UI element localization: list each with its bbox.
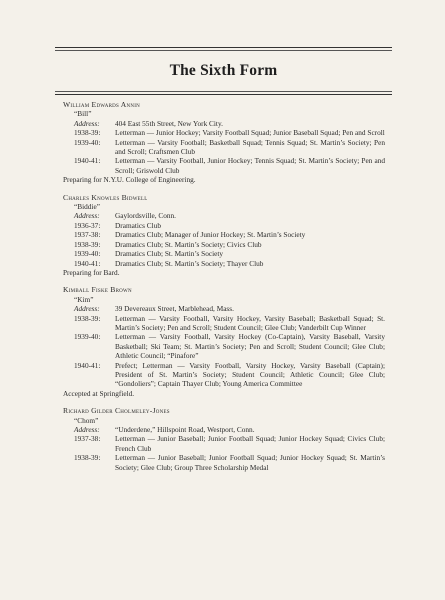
- row-text: 404 East 55th Street, New York City.: [115, 118, 223, 128]
- row-text: “Underdene,” Hillspoint Road, Westport, Conn.: [115, 425, 255, 434]
- row-label: 1940-41:: [74, 258, 101, 268]
- entry-row: [63, 240, 385, 249]
- entry-row: [63, 314, 385, 333]
- entry-row: [63, 128, 385, 137]
- entry-row: [63, 434, 385, 453]
- row-label: 1938-39:: [74, 313, 101, 323]
- row-label: 1939-40:: [74, 332, 101, 342]
- row-label: 1938-39:: [74, 453, 101, 463]
- row-text: Dramatics Club; Manager of Junior Hockey; St. Martin’s Society: [115, 230, 306, 240]
- student-entry: [63, 406, 385, 472]
- row-text: Dramatics Club; St. Martin’s Society; Civics Club: [115, 239, 262, 249]
- entry-row: [63, 249, 385, 258]
- student-entries: [63, 100, 385, 472]
- row-label: Address:: [74, 304, 100, 314]
- student-entry: [63, 100, 385, 185]
- row-text: Prefect; Letterman — Varsity Football, Varsity Hockey, Varsity Baseball (Captain); President of St. Martin’s Society; Student Council; Athletic Council; Glee Club; “Gondoliers”; Captain Thayer Club; Young America Committee: [115, 360, 385, 389]
- entry-row: [63, 119, 385, 128]
- row-label: Address:: [74, 425, 100, 434]
- entry-row: [63, 156, 385, 175]
- entry-row: [63, 230, 385, 239]
- student-name: William Edwards Annin: [63, 100, 141, 109]
- row-label: 1940-41:: [74, 156, 101, 166]
- row-text: Dramatics Club; St. Martin’s Society: [115, 249, 224, 259]
- entry-note: Accepted at Springfield.: [63, 388, 135, 398]
- row-text: Gaylordsville, Conn.: [115, 211, 177, 221]
- entry-row: [63, 361, 385, 389]
- student-entry: [63, 193, 385, 278]
- entry-row: [63, 332, 385, 360]
- entry-note: Preparing for N.Y.U. College of Engineering.: [63, 175, 196, 185]
- row-text: Dramatics Club: [115, 220, 162, 230]
- row-label: 1937-38:: [74, 230, 101, 240]
- entry-note: Preparing for Bard.: [63, 267, 120, 277]
- student-nickname: “Chom”: [74, 415, 99, 425]
- student-nickname: “Bill”: [74, 109, 92, 119]
- entry-row: [63, 221, 385, 230]
- entry-row: [63, 211, 385, 220]
- entry-row: [63, 259, 385, 268]
- student-nickname: “Kim”: [74, 294, 94, 304]
- page-title: The Sixth Form: [169, 62, 278, 79]
- student-entry: [63, 285, 385, 398]
- student-nickname: “Biddie”: [74, 202, 100, 212]
- row-text: Letterman — Varsity Football, Varsity Hockey (Co-Captain), Varsity Baseball, Varsity Basketball; Ski Team; St. Martin’s Society; Pen and Scroll; Student Council; Glee Club; Athletic Council; “Pinafore”: [115, 332, 385, 361]
- row-label: Address:: [74, 118, 100, 128]
- student-name: Charles Knowles Bidwell: [63, 192, 148, 202]
- entry-row: [63, 138, 385, 157]
- row-label: 1936-37:: [74, 220, 101, 230]
- row-label: Address:: [74, 211, 100, 221]
- row-label: 1938-39:: [74, 239, 101, 249]
- student-name: Richard Gilder Cholmeley-Jones: [63, 406, 170, 416]
- entry-row: [63, 425, 385, 434]
- row-label: 1937-38:: [74, 434, 101, 444]
- row-text: Dramatics Club; St. Martin’s Society; Thayer Club: [115, 258, 264, 268]
- row-text: Letterman — Junior Baseball; Junior Football Squad; Junior Hockey Squad; St. Martin’s Society; Glee Club; Group Three Scholarship Medal: [115, 453, 385, 472]
- title-banner: [55, 47, 392, 95]
- entry-row: [63, 453, 385, 472]
- row-label: 1939-40:: [74, 137, 101, 147]
- student-name: Kimball Fiske Brown: [63, 285, 132, 295]
- row-text: Letterman — Varsity Football; Basketball Squad; Tennis Squad; St. Martin’s Society; Pen and Scroll; Craftsmen Club: [115, 137, 385, 157]
- row-text: Letterman — Varsity Football, Varsity Hockey, Varsity Baseball; Basketball Squad; St. Martin’s Society; Pen and Scroll; Student Council; Glee Club; Vanderbilt Cup Winner: [115, 313, 385, 332]
- row-label: 1940-41:: [74, 360, 101, 370]
- row-text: Letterman — Varsity Football, Junior Hockey; Tennis Squad; St. Martin’s Society; Pen and Scroll; Griswold Club: [115, 156, 385, 175]
- row-text: Letterman — Junior Baseball; Junior Football Squad; Junior Hockey Squad; Civics Club; French Club: [115, 434, 385, 453]
- row-label: 1939-40:: [74, 249, 101, 259]
- entry-row: [63, 304, 385, 313]
- row-label: 1938-39:: [74, 128, 101, 138]
- row-text: 39 Devereaux Street, Marblehead, Mass.: [115, 304, 234, 314]
- row-text: Letterman — Junior Hockey; Varsity Football Squad; Junior Baseball Squad; Pen and Scroll: [115, 128, 385, 138]
